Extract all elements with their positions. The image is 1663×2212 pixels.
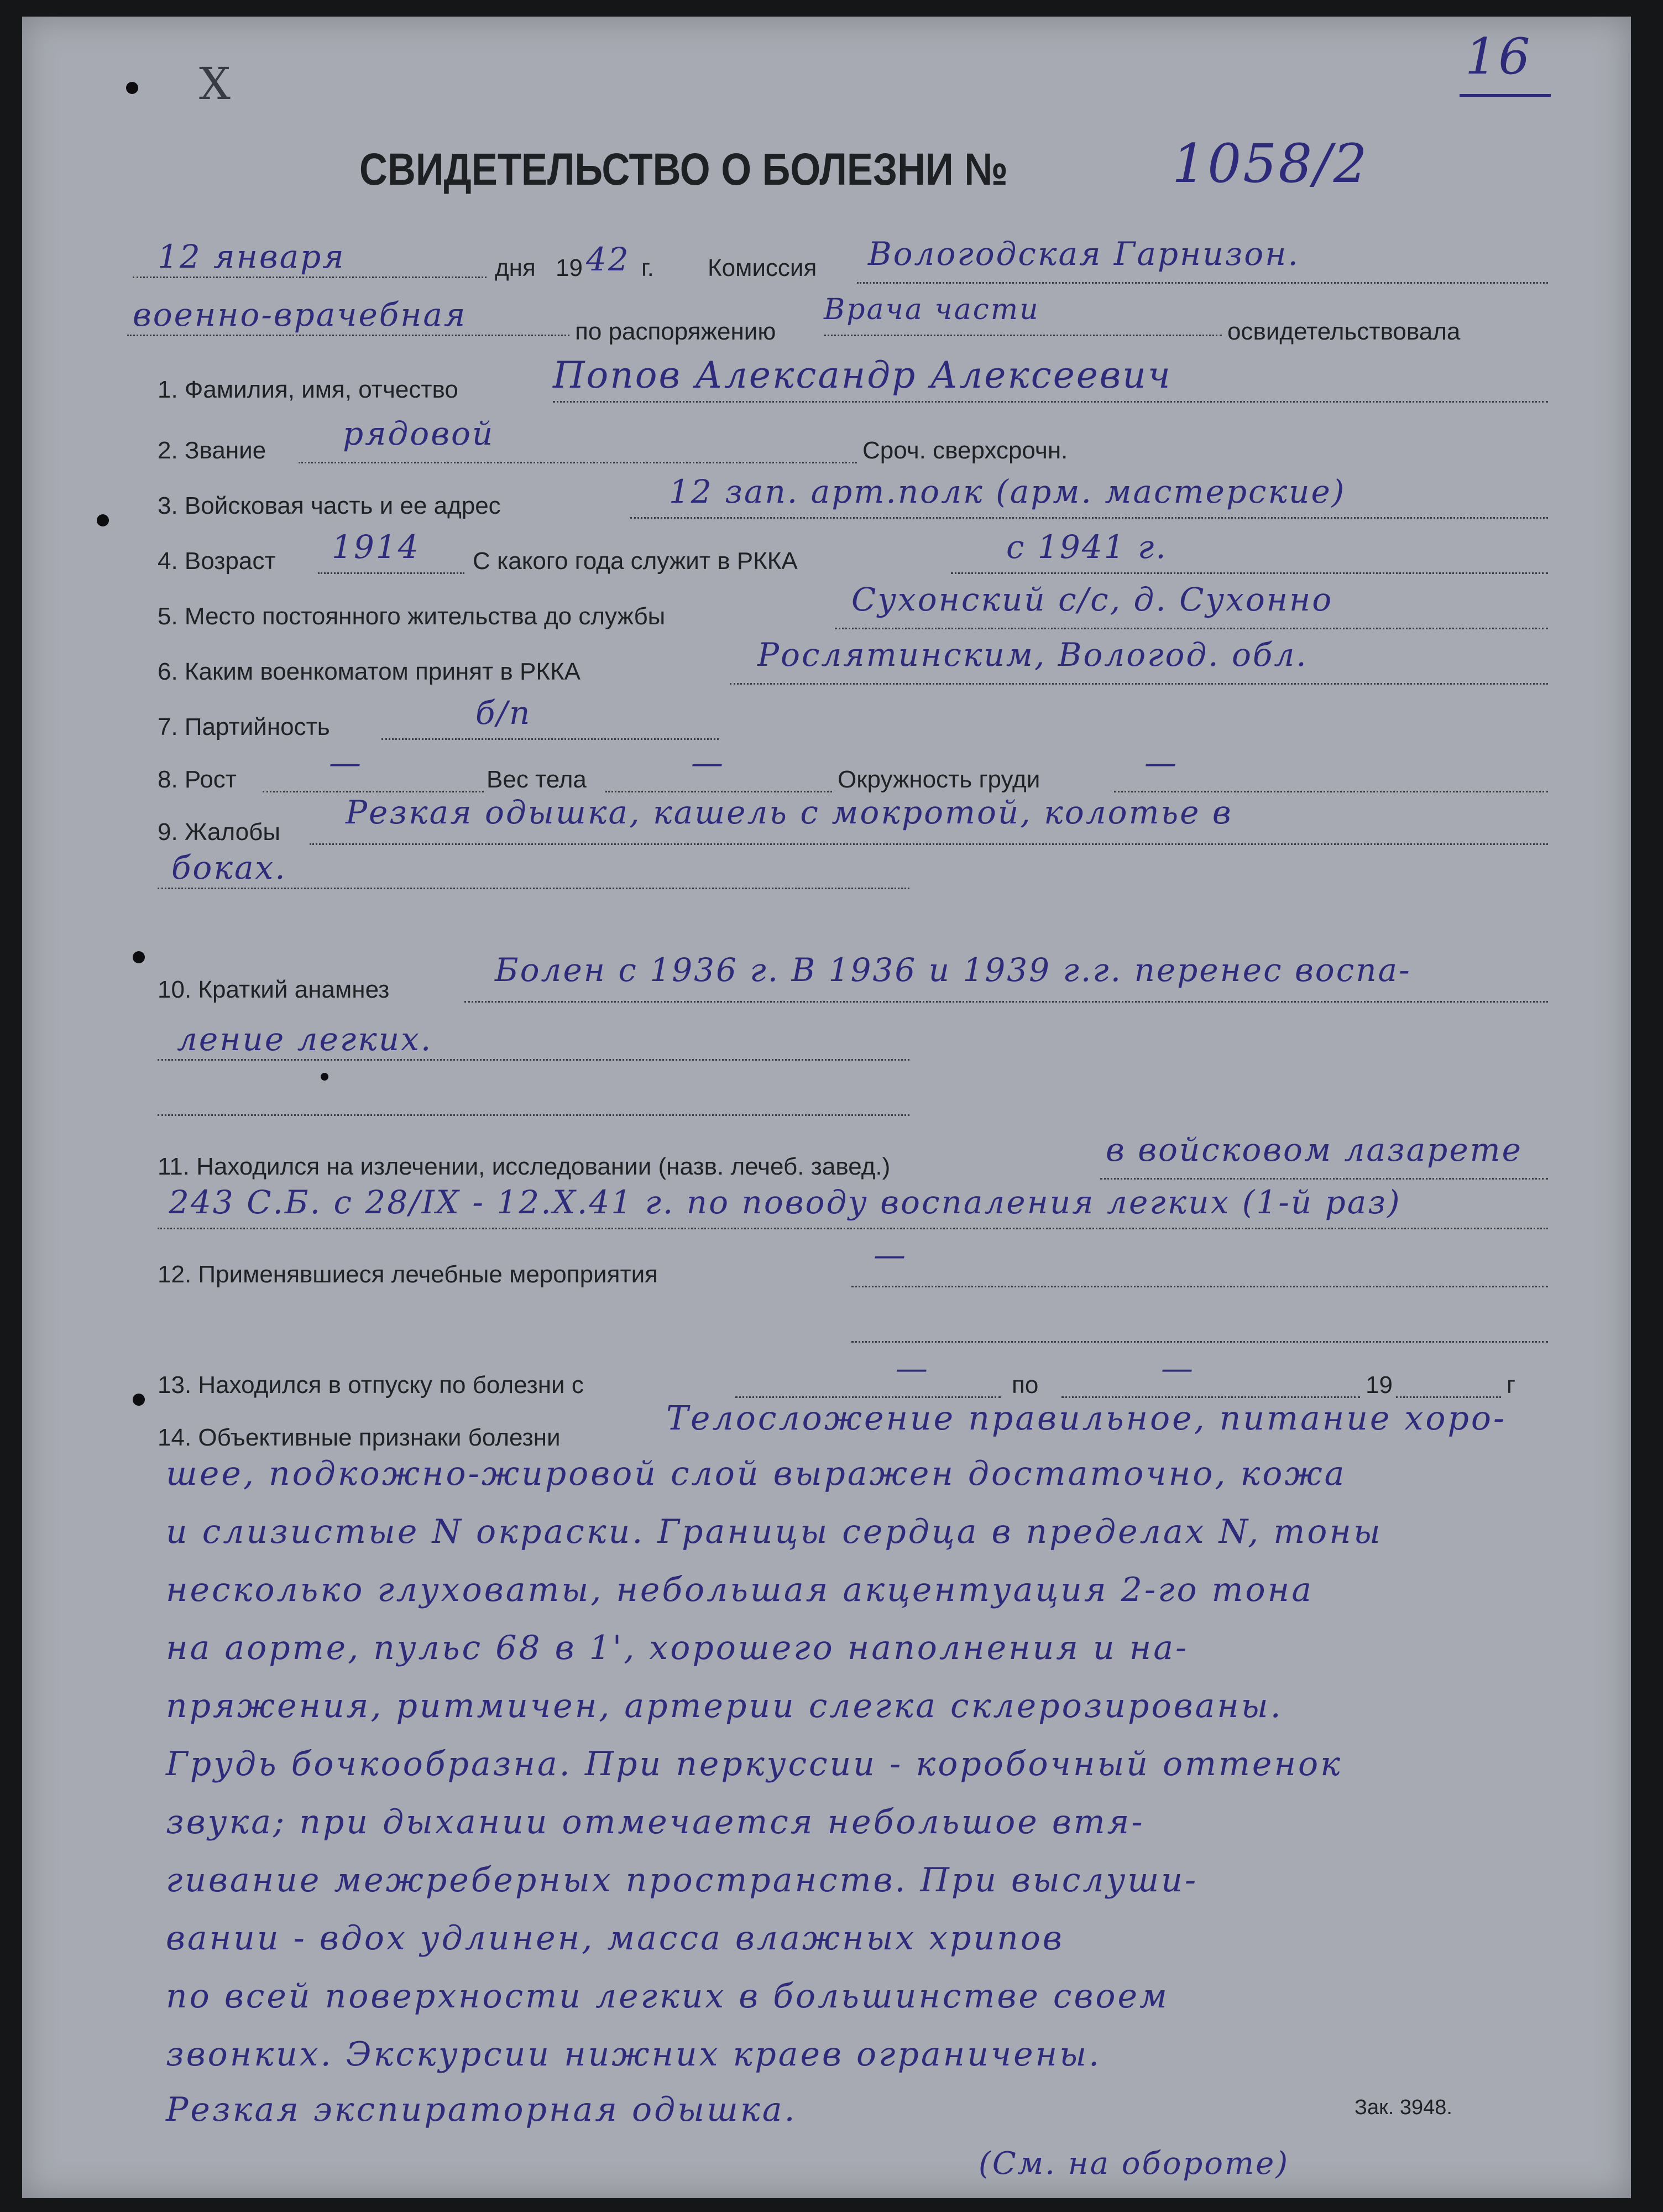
commission-value: Вологодская Гарнизон.	[868, 235, 1300, 273]
field-1-label: 1. Фамилия, имя, отчество	[158, 376, 458, 403]
field-5-value: Сухонский с/с, д. Сухонно	[851, 581, 1333, 618]
field-2-value: рядовой	[343, 415, 495, 452]
punch-hole	[321, 1073, 328, 1081]
page-number: 16	[1465, 28, 1532, 86]
field-14-line: гивание межреберных пространств. При выслуши-	[166, 1861, 1199, 1900]
day-label: дня	[495, 254, 536, 281]
punch-hole	[126, 82, 138, 94]
document-title: СВИДЕТЕЛЬСТВО О БОЛЕЗНИ №	[359, 144, 1008, 195]
field-9-value-2: боках.	[171, 849, 287, 886]
field-8-chest-label: Окружность груди	[838, 766, 1040, 793]
field-10-value-1: Болен с 1936 г. В 1936 и 1939 г.г. перенес воспа-	[495, 951, 1411, 989]
field-14-line: звонких. Экскурсии нижних краев ограничены.	[166, 2035, 1102, 2074]
certificate-number: 1058/2	[1172, 133, 1369, 195]
field-1-value: Попов Александр Алексеевич	[553, 354, 1172, 397]
field-14-line: шее, подкожно-жировой слой выражен достаточно, кожа	[166, 1454, 1347, 1493]
field-4-label-2: С какого года служит в РККА	[473, 547, 798, 575]
field-11-label: 11. Находился на излечении, исследовании (назв. лечеб. завед.)	[158, 1153, 891, 1180]
field-7-label: 7. Партийность	[158, 713, 330, 740]
field-14-line: Резкая экспираторная одышка.	[166, 2090, 797, 2129]
field-10-label: 10. Краткий анамнез	[158, 976, 390, 1003]
field-14-line: пряжения, ритмичен, артерии слегка склерозированы.	[166, 1687, 1283, 1725]
year-label: г.	[641, 254, 654, 281]
field-14-line: звука; при дыхании отмечается небольшое втя-	[166, 1803, 1145, 1841]
corner-mark: X	[199, 58, 232, 109]
field-6-label: 6. Каким военкоматом принят в РККА	[158, 658, 581, 685]
document-page	[22, 17, 1631, 2198]
page-number-underline	[1460, 94, 1551, 97]
year-suffix: 42	[586, 241, 630, 278]
field-13-to: —	[1161, 1349, 1195, 1387]
punch-hole	[133, 1394, 145, 1406]
field-9-label: 9. Жалобы	[158, 818, 280, 846]
field-9-value-1: Резкая одышка, кашель с мокротой, колотье в	[346, 794, 1233, 831]
field-14-label: 14. Объективные признаки болезни	[158, 1424, 561, 1451]
field-13-from: —	[896, 1349, 929, 1387]
field-4-value: 1914	[332, 528, 420, 566]
year-prefix: 19	[556, 254, 583, 281]
field-13-year-label: г	[1507, 1371, 1516, 1399]
order-label: по распоряжению	[575, 318, 776, 345]
field-6-value: Рослятинским, Вологод. обл.	[757, 636, 1308, 674]
date-handwritten: 12 января	[158, 238, 346, 275]
field-13-to-label: по	[1012, 1371, 1039, 1399]
field-12-value: —	[874, 1236, 907, 1274]
field-14-line: на аорте, пульс 68 в 1', хорошего наполнения и на-	[166, 1629, 1189, 1667]
field-14-line: по всей поверхности легких в большинстве своем	[166, 1977, 1169, 2016]
field-14-line: и слизистые N окраски. Границы сердца в пределах N, тоны	[166, 1512, 1383, 1551]
field-3-label: 3. Войсковая часть и ее адрес	[158, 492, 501, 519]
field-8-height-label: 8. Рост	[158, 766, 237, 793]
field-14-line: Грудь бочкообразна. При перкуссии - коробочный оттенок	[166, 1745, 1342, 1783]
field-12-label: 12. Применявшиеся лечебные мероприятия	[158, 1261, 658, 1288]
punch-hole	[133, 951, 145, 963]
field-2-suffix: Сроч. сверхсрочн.	[862, 437, 1068, 464]
field-14-line: вании - вдох удлинен, масса влажных хрипов	[166, 1919, 1064, 1958]
field-8-weight-label: Вес тела	[487, 766, 587, 793]
field-10-value-2: ление легких.	[177, 1020, 433, 1058]
punch-hole	[97, 514, 109, 526]
field-5-label: 5. Место постоянного жительства до службы	[158, 603, 666, 630]
field-8-height-value: —	[329, 744, 363, 781]
field-4-value-2: с 1941 г.	[1006, 528, 1168, 566]
field-13-year: 19	[1366, 1371, 1393, 1399]
field-8-weight-value: —	[691, 744, 725, 781]
field-3-value: 12 зап. арт.полк (арм. мастерские)	[669, 473, 1346, 510]
print-order: Зак. 3948.	[1355, 2096, 1452, 2119]
field-11-value-2: 243 С.Б. с 28/IX - 12.X.41 г. по поводу воспаления легких (1-й раз)	[169, 1183, 1401, 1221]
field-11-value-1: в войсковом лазарете	[1106, 1131, 1523, 1168]
order-value: Врача части	[824, 293, 1040, 326]
field-2-label: 2. Звание	[158, 437, 266, 464]
field-4-label: 4. Возраст	[158, 547, 276, 575]
field-14-line: несколько глуховаты, небольшая акцентуация 2-го тона	[166, 1571, 1314, 1609]
field-7-value: б/п	[475, 694, 532, 732]
commission-label: Комиссия	[708, 254, 817, 281]
certified-label: освидетельствовала	[1227, 318, 1461, 345]
field-14-line: Телосложение правильное, питание хоро-	[666, 1399, 1507, 1438]
field-13-label: 13. Находился в отпуску по болезни с	[158, 1371, 584, 1399]
continued-note: (См. на обороте)	[979, 2146, 1290, 2182]
field-8-chest-value: —	[1144, 744, 1178, 781]
commission-value-2: военно-врачебная	[133, 296, 467, 333]
